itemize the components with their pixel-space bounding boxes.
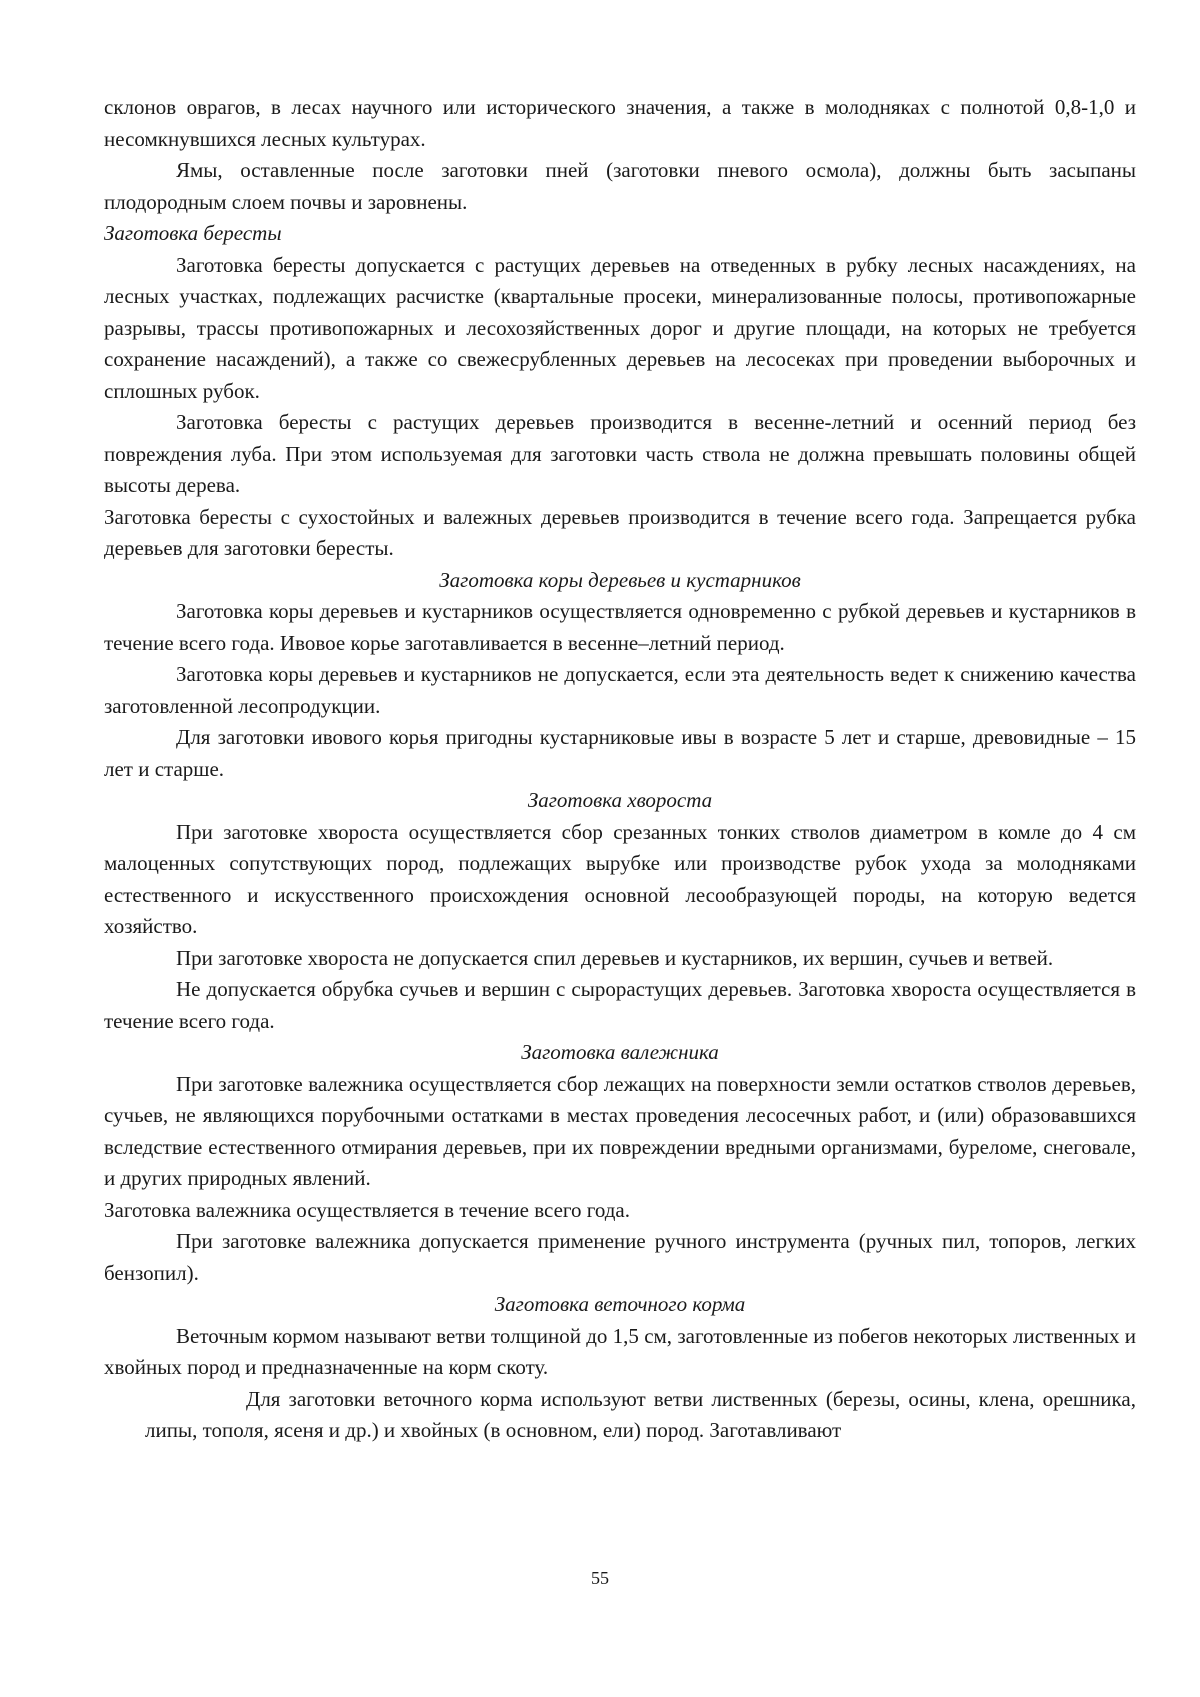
paragraph: Заготовка валежника осуществляется в течение всего года.	[104, 1197, 630, 1222]
section-heading: Заготовка коры деревьев и кустарников	[439, 567, 801, 592]
paragraph: Для заготовки ивового корья пригодны кустарниковые ивы в возрасте 5 лет и старше, древовидные – 15 лет и старше.	[104, 725, 1136, 781]
section-heading: Заготовка хвороста	[527, 788, 713, 812]
paragraph: Заготовка бересты с сухостойных и валежных деревьев производится в течение всего года. Запрещается рубка деревьев для заготовки бересты.	[104, 504, 1136, 560]
paragraph: склонов оврагов, в лесах научного или исторического значения, а также в молодняках с полнотой 0,8-1,0 и несомкнувшихся лесных культурах.	[104, 95, 1136, 151]
paragraph: Веточным кормом называют ветви толщиной до 1,5 см, заготовленные из побегов некоторых лиственных и хвойных пород и предназначенные на корм скоту.	[104, 1323, 1136, 1379]
paragraph: Заготовка бересты допускается с растущих деревьев на отведенных в рубку лесных насаждениях, на лесных участках, подлежащих расчистке (квартальные просеки, минерализованные полосы, противопожарные разрывы, трассы противопожарных и лесохозяйственных дорог и другие площади, на которых не требуется сохранение насаждений), а также со свежесрубленных деревьев на лесосеках при проведении выборочных и сплошных рубок.	[104, 252, 1136, 403]
paragraph: Заготовка бересты с растущих деревьев производится в весенне-летний и осенний период без повреждения луба. При этом используемая для заготовки часть ствола не должна превышать половины общей высоты дерева.	[104, 410, 1136, 497]
paragraph: При заготовке хвороста не допускается спил деревьев и кустарников, их вершин, сучьев и ветвей.	[176, 945, 1054, 970]
paragraph: Не допускается обрубка сучьев и вершин с сырорастущих деревьев. Заготовка хвороста осуществляется в течение всего года.	[104, 977, 1136, 1033]
paragraph: Для заготовки веточного корма используют ветви лиственных (березы, осины, клена, орешника, липы, тополя, ясеня и др.) и хвойных (в основном, ели) пород. Заготавливают	[145, 1386, 1136, 1442]
section-heading: Заготовка валежника	[521, 1040, 719, 1064]
section-heading: Заготовка веточного корма	[494, 1292, 746, 1316]
paragraph: При заготовке валежника осуществляется сбор лежащих на поверхности земли остатков стволов деревьев, сучьев, не являющихся порубочными остатками в местах проведения лесосечных работ, и (или) образовавшихся вследствие естественного отмирания деревьев, при их повреждении вредными организмами, буреломе, снеговале, и других природных явлений.	[104, 1071, 1136, 1190]
paragraph: При заготовке валежника допускается применение ручного инструмента (ручных пил, топоров, легких бензопил).	[104, 1229, 1136, 1285]
paragraph: При заготовке хвороста осуществляется сбор срезанных тонких стволов диаметром в комле до 4 см малоценных сопутствующих пород, подлежащих вырубке или производстве рубок ухода за молодняками естественного и искусственного происхождения основной лесообразующей породы, на которую ведется хозяйство.	[104, 819, 1136, 938]
paragraph: Ямы, оставленные после заготовки пней (заготовки пневого осмола), должны быть засыпаны плодородным слоем почвы и заровнены.	[104, 158, 1136, 214]
document-page	[104, 92, 1136, 1447]
section-heading: Заготовка бересты	[104, 221, 282, 245]
paragraph: Заготовка коры деревьев и кустарников осуществляется одновременно с рубкой деревьев и кустарников в течение всего года. Ивовое корье заготавливается в весенне–летний период.	[104, 599, 1136, 655]
paragraph: Заготовка коры деревьев и кустарников не допускается, если эта деятельность ведет к снижению качества заготовленной лесопродукции.	[104, 662, 1136, 718]
page-number: 55	[591, 1568, 609, 1588]
